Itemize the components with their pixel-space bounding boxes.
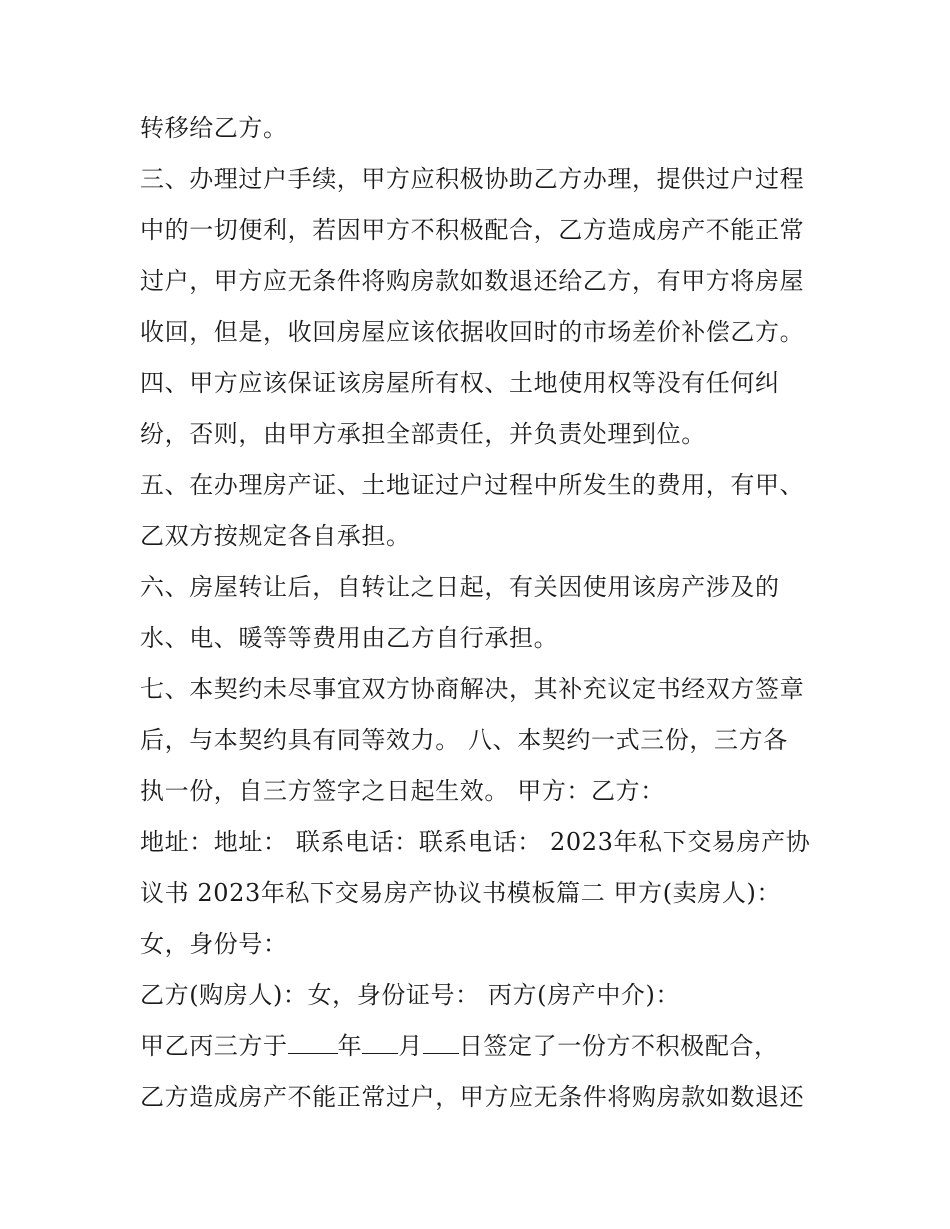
month-label: 月 [398, 1032, 423, 1060]
paragraph-line: 乙双方按规定各自承担。 [140, 522, 411, 550]
paragraph-line: 纷，否则，由甲方承担全部责任，并负责处理到位。 [140, 420, 706, 448]
signing-date-line [140, 1030, 830, 1062]
paragraph-line: 收回，但是，收回房屋应该依据收回时的市场差价补偿乙方。 [140, 318, 805, 346]
paragraph-line: 执一份，自三方签字之日起生效。 甲方：乙方： [140, 777, 665, 805]
month-blank [362, 1031, 398, 1054]
paragraph-line: 议书 2023年私下交易房产协议书模板篇二 甲方(卖房人)： [140, 879, 782, 907]
paragraph-line: 中的一切便利，若因甲方不积极配合，乙方造成房产不能正常 [140, 216, 805, 244]
signing-prefix: 甲乙丙三方于 [140, 1032, 288, 1060]
year-blank [288, 1031, 338, 1054]
paragraph-line: 过户，甲方应无条件将购房款如数退还给乙方，有甲方将房屋 [140, 267, 805, 295]
day-blank [423, 1031, 459, 1054]
paragraph-line: 后，与本契约具有同等效力。 八、本契约一式三份，三方各 [140, 726, 788, 754]
paragraph-line: 水、电、暖等等费用由乙方自行承担。 [140, 624, 559, 652]
paragraph-line: 女，身份号： [140, 930, 288, 958]
paragraph-line: 七、本契约未尽事宜双方协商解决，其补充议定书经双方签章 [140, 675, 805, 703]
paragraph-line: 六、房屋转让后，自转让之日起，有关因使用该房产涉及的 [140, 573, 780, 601]
year-label: 年 [337, 1032, 363, 1060]
signing-suffix: 日签定了一份方不积极配合， [458, 1032, 779, 1060]
paragraph-line: 地址：地址： 联系电话：联系电话： 2023年私下交易房产协 [140, 828, 811, 856]
paragraph-line: 四、甲方应该保证该房屋所有权、土地使用权等没有任何纠 [140, 369, 780, 397]
paragraph-line: 三、办理过户手续，甲方应积极协助乙方办理，提供过户过程 [140, 165, 805, 193]
paragraph-line: 乙方(购房人)：女，身份证号： 丙方(房产中介)： [140, 981, 681, 1009]
paragraph-line: 转移给乙方。 [140, 114, 288, 142]
paragraph-line: 五、在办理房产证、土地证过户过程中所发生的费用，有甲、 [140, 471, 805, 499]
paragraph-line: 乙方造成房产不能正常过户，甲方应无条件将购房款如数退还 [140, 1083, 805, 1111]
